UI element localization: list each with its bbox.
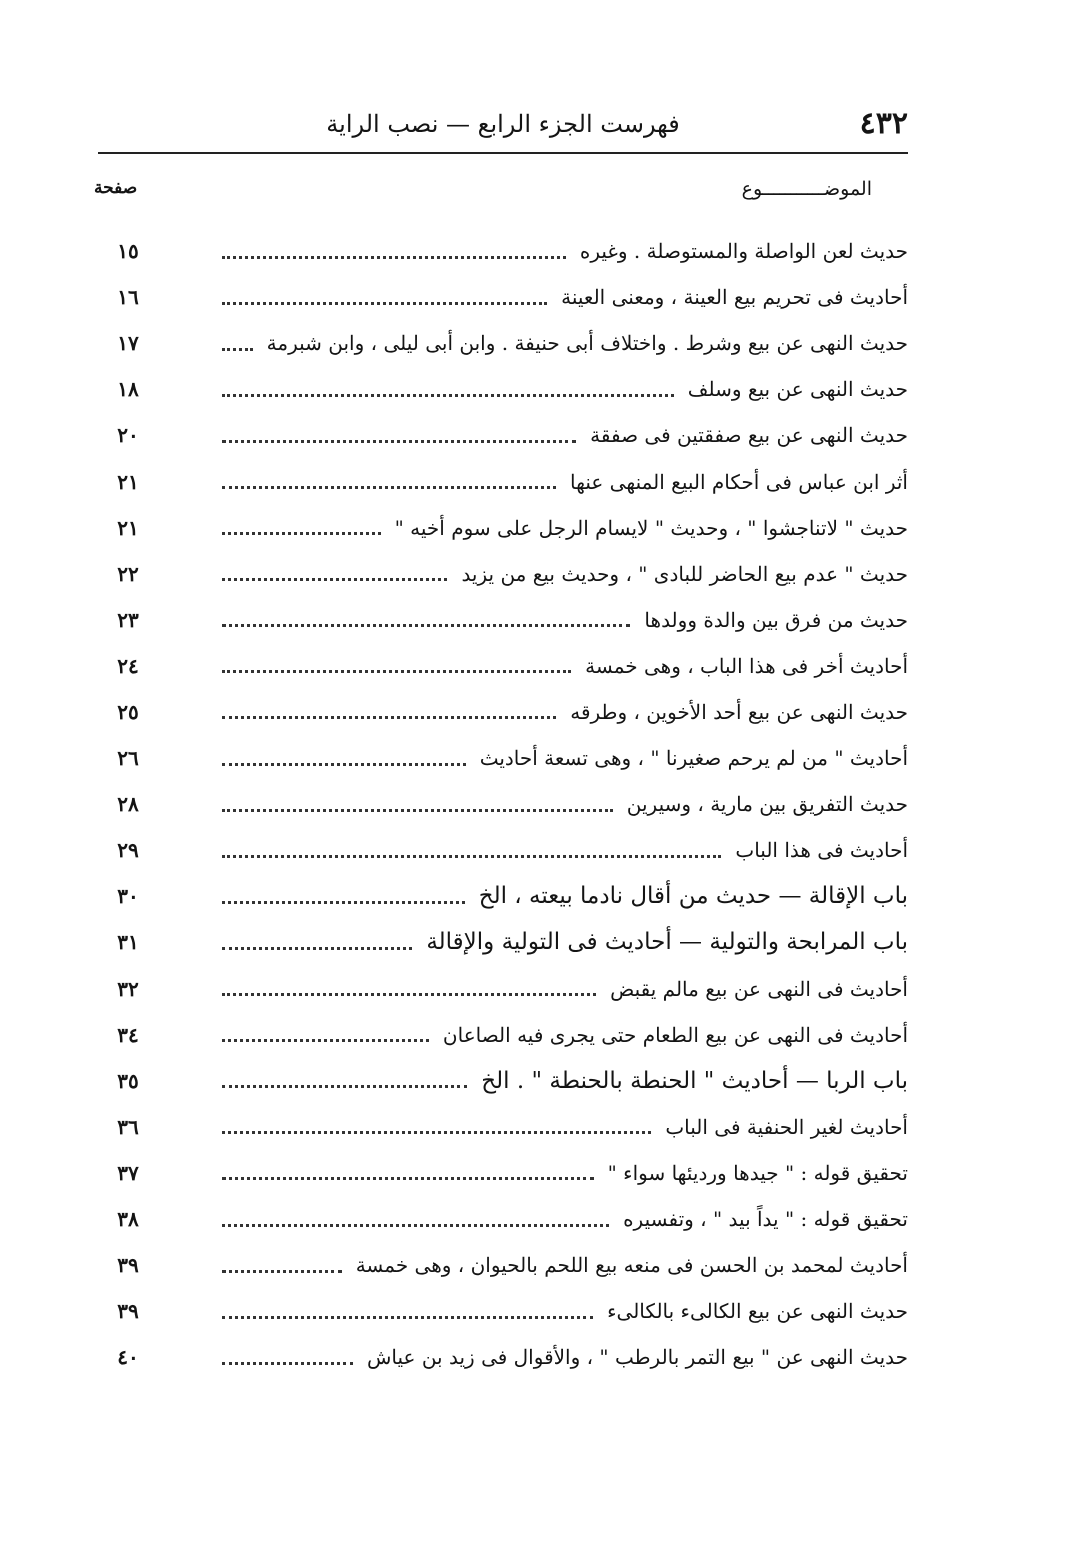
topic-column-heading: الموضـــــــــــوع [741,178,872,200]
toc-entry [98,689,908,735]
toc-entry-page: ٢٠ [117,423,139,448]
toc-entry [98,735,908,781]
toc-entry-page: ٤٠ [117,1345,139,1370]
toc-entry-page: ٣٠ [117,884,139,909]
toc-entry-title: أحاديث فى النهى عن بيع مالم يقبض [610,976,908,1001]
toc-entry-page: ٣٤ [117,1022,139,1047]
toc-entry-title: أحاديث فى تحريم بيع العينة ، ومعنى العينة [561,285,908,310]
dot-leader [222,394,674,397]
toc-entry [98,458,908,504]
toc-entry-title: أحاديث فى النهى عن بيع الطعام حتى يجرى فيه الصاعان [442,1022,908,1047]
toc-entry-title: أحاديث فى هذا الباب [735,838,908,863]
toc-entry [98,1196,908,1242]
toc-entry-title: تحقيق قوله : " جيدها ورديئها سواء " [607,1160,908,1185]
toc-entry-page: ١٥ [117,239,139,264]
toc-entry-page: ٢٥ [117,699,139,724]
toc-entry [98,781,908,827]
toc-entry-page: ٢٤ [117,653,139,678]
toc-entry-page: ١٧ [117,331,139,356]
toc-entry [98,551,908,597]
toc-entry [98,827,908,873]
toc-entry-page: ٢٦ [117,746,139,771]
toc-entry-page: ٢٣ [117,607,139,632]
toc-entry-title: حديث من فرق بين والدة وولدها [644,607,908,632]
column-headings [94,178,908,214]
toc-entry-title: حديث النهى عن " بيع التمر بالرطب " ، والأقوال فى زيد بن عياش [367,1345,908,1370]
toc-entry [98,412,908,458]
dot-leader [222,993,596,996]
dot-leader [222,486,556,489]
toc-entry-page: ٣٢ [117,976,139,1001]
toc-entry-title: حديث النهى عن بيع الكالىء بالكالىء [607,1299,908,1324]
toc-entry-page: ٣٨ [117,1207,139,1232]
dot-leader [222,256,566,259]
dot-leader [222,440,576,443]
page-number: ٤٣٢ [859,106,908,141]
dot-leader [222,1316,593,1319]
toc-entry-page: ٣٥ [117,1068,139,1093]
toc-entry [98,643,908,689]
toc-entry [98,1242,908,1288]
toc-entry-page: ٣٧ [117,1160,139,1185]
toc-entry [98,228,908,274]
toc-entry [98,919,908,965]
toc-entry [98,505,908,551]
toc-entry [98,873,908,919]
dot-leader [222,348,253,351]
toc-entry-page: ٢١ [117,515,139,540]
toc-entry-title: حديث التفريق بين مارية ، وسيرين [626,792,908,817]
toc-entry-title: أحاديث أخر فى هذا الباب ، وهى خمسة [585,653,908,678]
toc-entry-page: ١٨ [117,377,139,402]
dot-leader [222,532,381,535]
toc-entry-title: حديث " لاتناجشوا " ، وحديث " لايسام الرجل على سوم أخيه " [394,515,908,540]
toc-entry-title: حديث النهى عن بيع صفقتين فى صفقة [590,423,908,448]
toc-entry-title: أحاديث لمحمد بن الحسن فى منعه بيع اللحم بالحيوان ، وهى خمسة [355,1253,908,1278]
dot-leader [222,763,466,766]
dot-leader [222,855,721,858]
dot-leader [222,1362,353,1365]
table-of-contents [98,228,908,1380]
toc-entry-title: أحاديث " من لم يرحم صغيرنا " ، وهى تسعة أحاديث [479,746,908,771]
toc-entry-page: ٣٦ [117,1114,139,1139]
toc-entry [98,274,908,320]
dot-leader [222,1177,594,1180]
toc-entry-page: ٣١ [117,930,139,955]
dot-leader [222,578,447,581]
dot-leader [222,1224,609,1227]
dot-leader [222,1085,467,1088]
dot-leader [222,670,571,673]
toc-entry-title: حديث النهى عن بيع وشرط . واختلاف أبى حنيفة . وابن أبى ليلى ، وابن شبرمة [266,331,908,356]
running-header [98,100,908,154]
toc-entry-title: حديث لعن الواصلة والمستوصلة . وغيره [579,239,908,264]
dot-leader [222,947,412,950]
toc-entry-title: حديث " عدم بيع الحاضر للبادى " ، وحديث بيع من يزيد [461,561,908,586]
toc-entry [98,1334,908,1380]
dot-leader [222,716,556,719]
toc-entry [98,1012,908,1058]
toc-entry-page: ٢٩ [117,838,139,863]
toc-entry [98,966,908,1012]
toc-entry-title: أحاديث لغير الحنفية فى الباب [665,1114,908,1139]
toc-entry [98,320,908,366]
toc-entry-page: ٣٩ [117,1299,139,1324]
toc-entry-title: أثر ابن عباس فى أحكام البيع المنهى عنها [570,469,908,494]
toc-entry-title: حديث النهى عن بيع وسلف [687,377,908,402]
toc-entry [98,1104,908,1150]
toc-entry-page: ١٦ [117,285,139,310]
dot-leader [222,1270,342,1273]
toc-entry-title: تحقيق قوله : " يداً بيد " ، وتفسيره [623,1207,908,1232]
toc-entry-page: ٢٨ [117,792,139,817]
dot-leader [222,1039,429,1042]
toc-entry [98,1288,908,1334]
toc-entry-title: باب الإقالة — حديث من أقال نادما بيعته ، الخ [478,883,908,910]
running-title: فهرست الجزء الرابع — نصب الراية [326,110,680,138]
toc-entry-title: باب الربا — أحاديث " الحنطة بالحنطة " . الخ [481,1067,908,1094]
toc-entry [98,366,908,412]
toc-entry-title: حديث النهى عن بيع أحد الأخوين ، وطرقه [570,699,908,724]
dot-leader [222,624,630,627]
page-column-heading: صفحة [94,178,138,198]
dot-leader [222,302,547,305]
dot-leader [222,809,613,812]
toc-entry-page: ٣٩ [117,1253,139,1278]
toc-entry-page: ٢٢ [117,561,139,586]
toc-entry [98,1058,908,1104]
toc-entry [98,597,908,643]
toc-entry-page: ٢١ [117,469,139,494]
toc-entry [98,1150,908,1196]
dot-leader [222,1131,651,1134]
toc-entry-title: باب المرابحة والتولية — أحاديث فى التولية والإقالة [426,929,908,956]
dot-leader [222,901,465,904]
